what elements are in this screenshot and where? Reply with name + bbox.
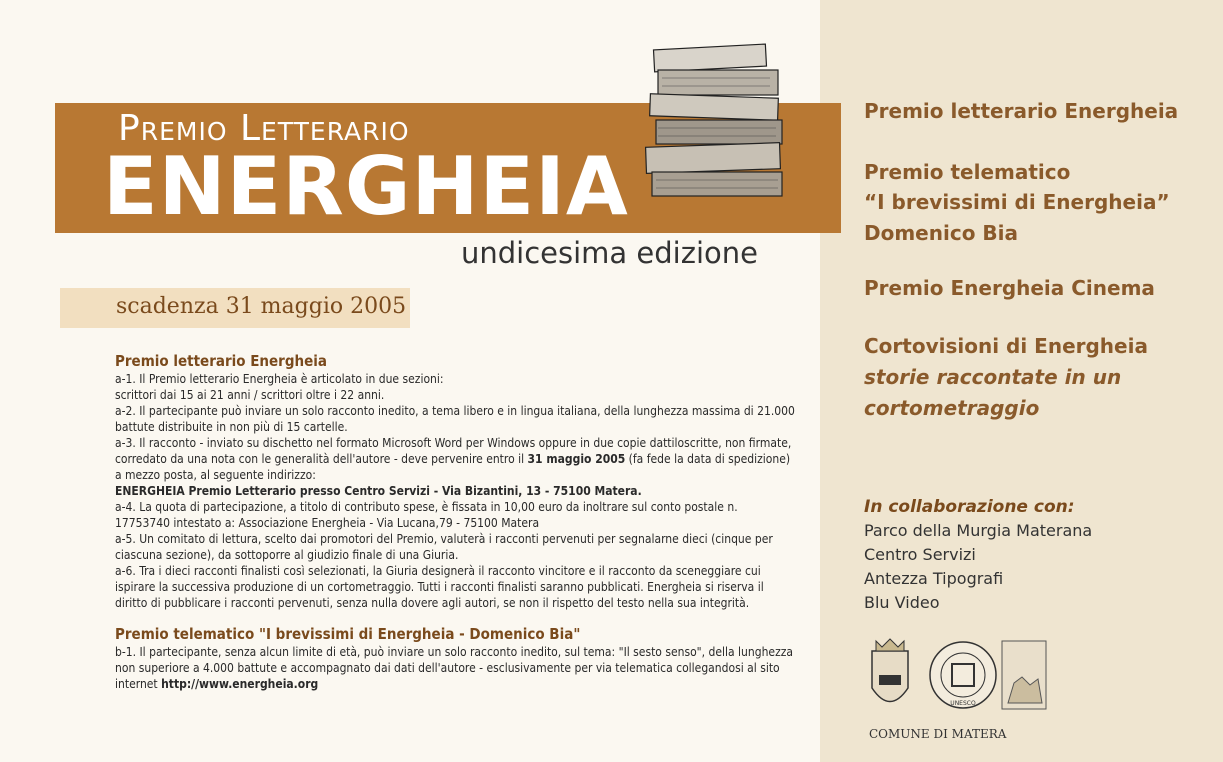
- address-text: ENERGHEIA Premio Letterario presso Centro Servizi - Via Bizantini, 13 - 75100 Matera.: [115, 484, 642, 498]
- rule-a4: a-4. La quota di partecipazione, a titolo di contributo spese, è fissata in 10,00 euro da inoltrare sul conto postale n. 17753740 intestato a: Associazione Energheia - Via Lucana,79 - 75100 Matera: [115, 500, 738, 530]
- title-premio-letterario: Premio Letterario: [118, 108, 410, 149]
- prize-cortovisioni-line1: Cortovisioni di Energheia: [864, 334, 1148, 358]
- rule-a2: a-2. Il partecipante può inviare un solo racconto inedito, a tema libero e in lingua italiana, della lunghezza massima di 21.000 battute distribuite in non più di 15 cartelle.: [115, 404, 795, 434]
- collab-item: Centro Servizi: [864, 545, 976, 564]
- rule-b1-pre: b-1. Il partecipante, senza alcun limite di età, può inviare un solo racconto inedito, sul tema: "Il sesto senso", della lunghezza non superiore a 4.000 battute e accompagnato dai dati dell'autore - esclusivamente per via telematica collegandosi al sito internet: [115, 645, 794, 691]
- matera-sassi-logo-icon: [1002, 641, 1046, 709]
- rule-a5: a-5. Un comitato di lettura, scelto dai promotori del Premio, valuterà i racconti pervenuti per segnalarne dieci (cinque per ciascuna sezione), da sottoporre al giudizio finale di una Giuria.: [115, 532, 773, 562]
- rule-a3-pre: a-3. Il racconto - inviato su dischetto nel formato Microsoft Word per Windows oppure in due copie dattiloscritte, non firmate, corredato da una nota con le generalità dell'autore - deve pervenire entro il: [115, 436, 792, 466]
- section-b-title: Premio telematico "I brevissimi di Energheia - Domenico Bia": [115, 625, 581, 643]
- title-energheia: ENERGHEIA: [103, 140, 629, 233]
- section-a-title: Premio letterario Energheia: [115, 352, 327, 370]
- deadline-box: [60, 288, 410, 328]
- book-stack-illustration: [640, 42, 790, 200]
- prize-telematico-line3: Domenico Bia: [864, 221, 1018, 245]
- prize-cortovisioni-line2: storie raccontate in un: [864, 365, 1122, 389]
- rule-address: [115, 483, 795, 499]
- deadline-text: scadenza 31 maggio 2005: [116, 294, 407, 319]
- collab-item: Blu Video: [864, 593, 940, 612]
- prize-cinema: Premio Energheia Cinema: [864, 276, 1155, 300]
- sponsor-logos: [862, 633, 1052, 718]
- collab-heading: In collaborazione con:: [864, 497, 1075, 517]
- collab-item: Antezza Tipografi: [864, 569, 1004, 588]
- unesco-logo-icon: [930, 642, 996, 708]
- prize-cortovisioni-line3: cortometraggio: [864, 396, 1040, 420]
- prize-telematico-line2: “I brevissimi di Energheia”: [864, 190, 1170, 214]
- comune-di-matera: COMUNE DI MATERA: [869, 727, 1007, 741]
- rules-section: [115, 352, 795, 692]
- prize-telematico-line1: Premio telematico: [864, 160, 1071, 184]
- rule-a3: [115, 435, 795, 483]
- rule-a6: a-6. Tra i dieci racconti finalisti così selezionati, la Giuria designerà il racconto vincitore e il racconto da sceneggiare cui ispirare la successiva produzione di un cortometraggio. Tutti i racconti finalisti saranno pubblicati. Energheia si riserva il diritto di pubblicare i racconti pervenuti, senza nulla dovere agli autori, se non il rispetto del testo nella sua integrità.: [115, 564, 764, 610]
- rule-a3-post: (fa fede la data di spedizione) a mezzo posta, al seguente indirizzo:: [115, 452, 791, 482]
- unesco-label: UNESCO: [950, 700, 976, 707]
- rule-a3-date: 31 maggio 2005: [527, 452, 626, 466]
- coat-of-arms-icon: [872, 639, 908, 702]
- collaboration-list: [864, 495, 1092, 615]
- rule-a1-line1: a-1. Il Premio letterario Energheia è articolato in due sezioni:: [115, 372, 444, 386]
- prize-letterario: Premio letterario Energheia: [864, 99, 1179, 123]
- rule-a1-line2: scrittori dai 15 ai 21 anni / scrittori oltre i 22 anni.: [115, 388, 385, 402]
- rule-b1: [115, 644, 795, 692]
- edition-subtitle: undicesima edizione: [461, 236, 758, 270]
- website-link[interactable]: http://www.energheia.org: [161, 677, 319, 691]
- collab-item: Parco della Murgia Materana: [864, 521, 1093, 540]
